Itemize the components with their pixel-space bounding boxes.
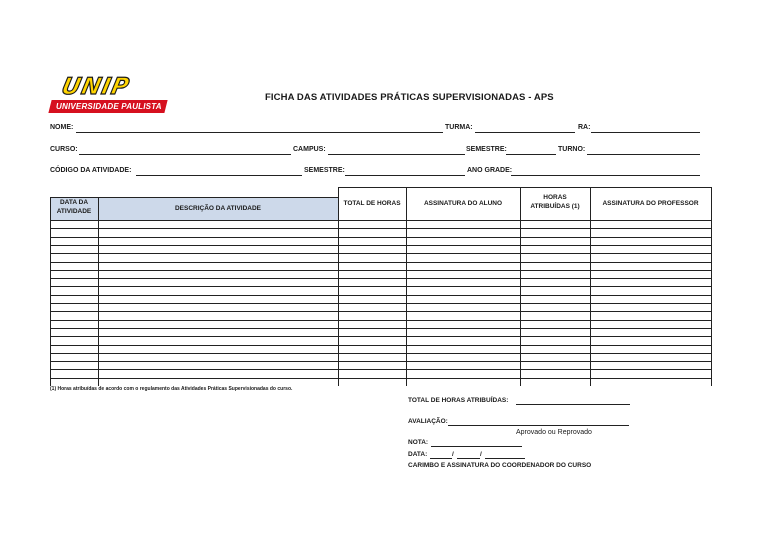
table-header-bottom [50, 220, 711, 221]
header-horas-line1: HORAS [543, 194, 567, 201]
table-row-line [50, 245, 711, 246]
semestre2-label: SEMESTRE: [304, 167, 345, 174]
data-sep-2: / [480, 451, 482, 458]
turma-label: TURMA: [445, 124, 473, 131]
data-day-field[interactable] [430, 458, 452, 459]
table-col-total [338, 187, 339, 386]
table-col-left [50, 197, 51, 386]
nota-field[interactable] [431, 446, 522, 447]
table-row-line [50, 228, 711, 229]
logo-subtitle: UNIVERSIDADE PAULISTA [56, 102, 162, 111]
ra-label: RA: [578, 124, 591, 131]
data-month-field[interactable] [457, 458, 480, 459]
table-row-line [50, 311, 711, 312]
table-row-line [50, 262, 711, 263]
table-row-line [50, 345, 711, 346]
table-top-border-left [50, 197, 338, 198]
header-horas-atribuidas [520, 193, 590, 211]
data-sep-1: / [452, 451, 454, 458]
table-row-line [50, 286, 711, 287]
table-col-aluno [406, 187, 407, 386]
table-row-line [50, 237, 711, 238]
carimbo-label: CARIMBO E ASSINATURA DO COORDENADOR DO CURSO [408, 462, 592, 469]
campus-label: CAMPUS: [293, 146, 326, 153]
nota-label: NOTA: [408, 439, 429, 446]
header-data-line1: DATA DA [59, 199, 89, 206]
header-assinatura-professor: ASSINATURA DO PROFESSOR [602, 200, 699, 207]
avaliacao-field[interactable] [448, 425, 629, 426]
turno-label: TURNO: [558, 146, 586, 153]
table-row-line [50, 361, 711, 362]
logo-brand: UNIP [59, 74, 133, 100]
table-row-line [50, 303, 711, 304]
header-horas-line2: ATRIBUÍDAS (1) [530, 203, 580, 210]
header-total-horas: TOTAL DE HORAS [343, 200, 401, 207]
table-top-border-right [338, 187, 711, 188]
header-data-atividade [50, 197, 98, 220]
table-row-line [50, 295, 711, 296]
data-label: DATA: [408, 451, 428, 458]
ano-grade-label: ANO GRADE: [467, 167, 513, 174]
header-data-line2: ATIVIDADE [56, 208, 92, 215]
page-title: FICHA DAS ATIVIDADES PRÁTICAS SUPERVISIONADAS - APS [265, 92, 554, 103]
table-row-line [50, 270, 711, 271]
table-row-line [50, 328, 711, 329]
table-row-line [50, 320, 711, 321]
total-horas-field[interactable] [516, 404, 630, 405]
table-col-horas [520, 187, 521, 386]
footnote: (1) Horas atribuídas de acordo com o regulamento das Atividades Práticas Supervisionadas do curso. [50, 386, 293, 392]
nome-label: NOME: [50, 124, 74, 131]
table-col-professor [590, 187, 591, 386]
header-assinatura-aluno: ASSINATURA DO ALUNO [423, 200, 503, 207]
table-row-line [50, 253, 711, 254]
table-row-line [50, 378, 711, 379]
table-col-right [711, 187, 712, 386]
total-horas-label: TOTAL DE HORAS ATRIBUÍDAS: [408, 397, 509, 404]
codigo-label: CÓDIGO DA ATIVIDADE: [50, 167, 132, 174]
table-row-line [50, 353, 711, 354]
curso-label: CURSO: [50, 146, 78, 153]
header-descricao: DESCRIÇÃO DA ATIVIDADE [98, 197, 338, 220]
data-year-field[interactable] [485, 458, 525, 459]
avaliacao-label: AVALIAÇÃO: [408, 418, 448, 425]
table-row-line [50, 278, 711, 279]
aprovado-hint: Aprovado ou Reprovado [516, 429, 592, 436]
table-col-descricao [98, 197, 99, 386]
table-row-line [50, 336, 711, 337]
semestre-label: SEMESTRE: [466, 146, 507, 153]
table-row-line [50, 369, 711, 370]
